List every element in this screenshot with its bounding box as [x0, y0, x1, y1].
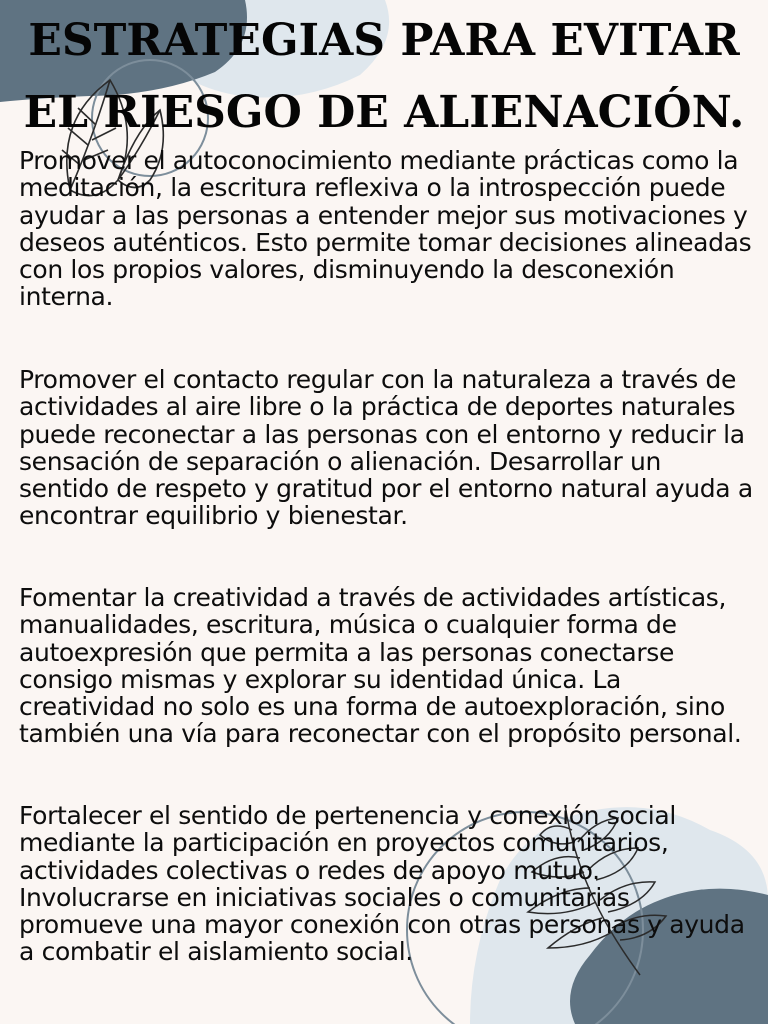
paragraph-autoconocimiento: Promover el autoconocimiento mediante prácticas como la meditación, la escritura reflexiva o la introspección puede ayudar a las personas a entender mejor sus motivaciones y deseos auténticos. Esto permite tomar decisiones alineadas con los propios valores, disminuyendo la desconexión interna.	[19, 146, 752, 312]
page-title-line-2: EL RIESGO DE ALIENACIÓN.	[23, 87, 745, 138]
paragraph-creatividad: Fomentar la creatividad a través de actividades artísticas, manualidades, escritura, música o cualquier forma de autoexpresión que permita a las personas conectarse consigo mismas y explorar su identidad única. La creatividad no solo es una forma de autoexploración, sino también una vía para reconectar con el propósito personal.	[19, 583, 742, 749]
paragraph-pertenencia: Fortalecer el sentido de pertenencia y conexión social mediante la participación en proyectos comunitarios, actividades colectivas o redes de apoyo mutuo. Involucrarse en iniciativas sociales o comunitarias promueve una mayor conexión con otras personas y ayuda a combatir el aislamiento social.	[19, 801, 745, 967]
paragraph-naturaleza: Promover el contacto regular con la naturaleza a través de actividades al aire libre o la práctica de deportes naturales puede reconectar a las personas con el entorno y reducir la sensación de separación o alienación. Desarrollar un sentido de respeto y gratitud por el entorno natural ayuda a encontrar equilibrio y bienestar.	[19, 365, 753, 531]
page-title-line-1: ESTRATEGIAS PARA EVITAR	[28, 15, 740, 66]
